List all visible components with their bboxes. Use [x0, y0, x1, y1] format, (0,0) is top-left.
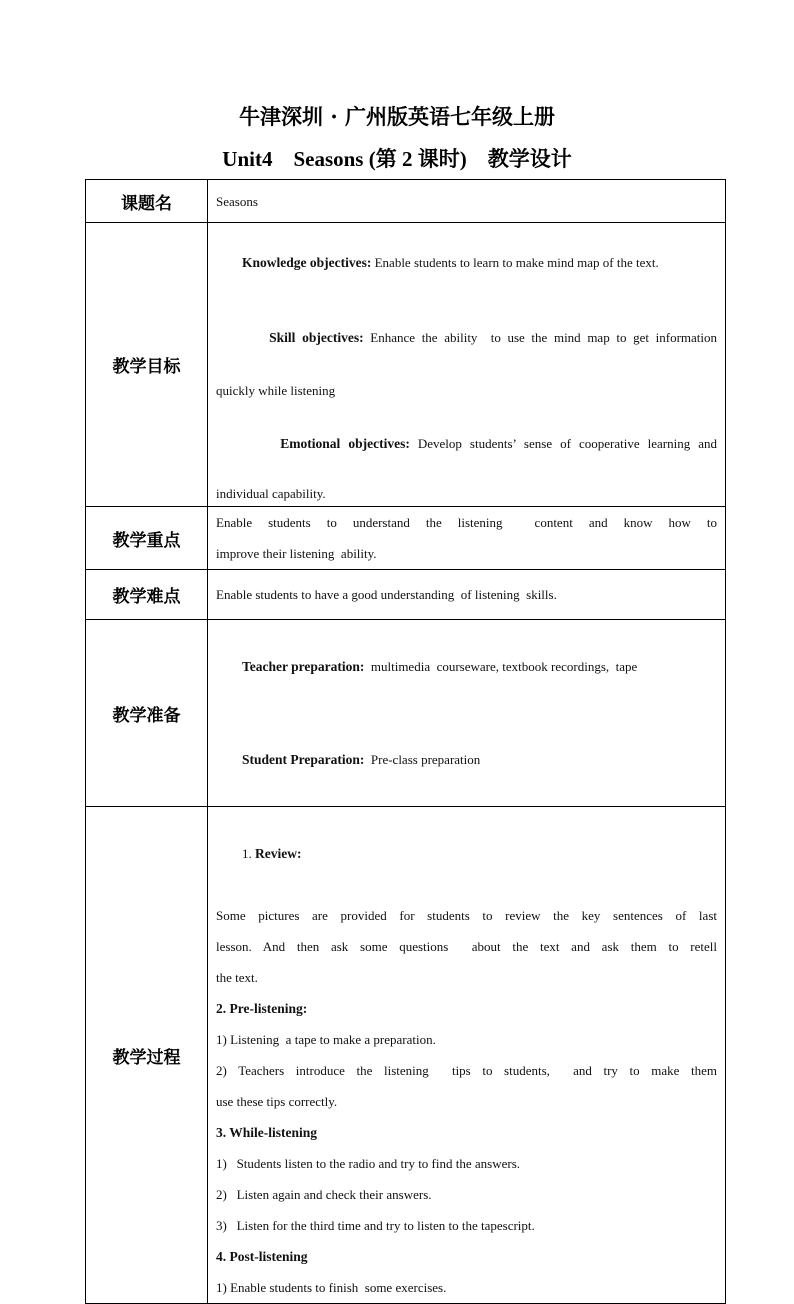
pre-listening-heading: 2. Pre-listening:	[216, 1001, 308, 1016]
emotional-objectives-text: Develop students’ sense of cooperative learning and	[409, 436, 718, 451]
topic-cell	[208, 180, 726, 223]
difficulties-text: Enable students to have a good understanding of listening skills.	[216, 587, 557, 602]
student-preparation-text: Pre-class preparation	[364, 752, 481, 767]
while-listening-item-2: 2) Listen again and check their answers.	[216, 1187, 432, 1202]
pre-listening-item-1: 1) Listening a tape to make a preparation.	[216, 1032, 436, 1047]
table-row-process	[86, 807, 726, 1304]
topic-value: Seasons	[216, 193, 258, 209]
review-line-1: Some pictures are provided for students to review the key sentences of last	[216, 908, 717, 923]
pre-listening-item-2-cont: use these tips correctly.	[216, 1094, 338, 1109]
difficulties-cell	[208, 570, 726, 620]
emotional-objectives-label: Emotional objectives:	[280, 436, 410, 451]
post-listening-item-1: 1) Enable students to finish some exercises.	[216, 1280, 447, 1295]
table-row-difficulties	[86, 570, 726, 620]
table-row-preparation	[86, 620, 726, 807]
table-row-key-points	[86, 507, 726, 570]
preparation-cell	[208, 620, 726, 807]
skill-objectives-label: Skill objectives:	[269, 330, 364, 345]
document-subtitle: Unit4 Seasons (第 2 课时) 教学设计	[222, 147, 572, 171]
review-heading: Review:	[255, 846, 302, 861]
table-row-objectives	[86, 223, 726, 507]
review-line-2: lesson. And then ask some questions about the text and ask them to retell	[216, 939, 717, 954]
student-preparation-label: Student Preparation:	[242, 752, 365, 767]
post-listening-heading: 4. Post-listening	[216, 1249, 308, 1264]
difficulties-label: 教学难点	[86, 570, 208, 620]
skill-objectives-text: Enhance the ability to use the mind map to get information	[363, 330, 718, 345]
emotional-objectives-text-cont: individual capability.	[216, 486, 326, 501]
knowledge-objectives-text: Enable students to learn to make mind map of the text.	[371, 255, 659, 270]
review-line-3: the text.	[216, 970, 258, 985]
preparation-label: 教学准备	[86, 620, 208, 807]
while-listening-item-1: 1) Students listen to the radio and try to find the answers.	[216, 1156, 521, 1171]
table-row-topic	[86, 180, 726, 223]
knowledge-objectives-label: Knowledge objectives:	[242, 255, 372, 270]
pre-listening-item-2: 2) Teachers introduce the listening tips to students, and try to make them	[216, 1063, 717, 1078]
objectives-label: 教学目标	[86, 223, 208, 507]
key-points-line-1: Enable students to understand the listening content and know how to	[216, 515, 717, 530]
key-points-label: 教学重点	[86, 507, 208, 570]
topic-label: 课题名	[86, 180, 208, 223]
while-listening-heading: 3. While-listening	[216, 1125, 318, 1140]
key-points-cell	[208, 507, 726, 570]
lesson-plan-table	[85, 179, 726, 1304]
key-points-line-2: improve their listening ability.	[216, 546, 377, 561]
while-listening-item-3: 3) Listen for the third time and try to listen to the tapescript.	[216, 1218, 535, 1233]
review-number: 1.	[242, 846, 255, 861]
skill-objectives-text-cont: quickly while listening	[216, 383, 336, 398]
document-title: 牛津深圳 · 广州版英语七年级上册	[239, 104, 555, 129]
teacher-preparation-label: Teacher preparation:	[242, 659, 365, 674]
process-cell	[208, 807, 726, 1304]
objectives-cell	[208, 223, 726, 507]
teacher-preparation-text: multimedia courseware, textbook recordings, tape	[364, 659, 638, 674]
process-label: 教学过程	[86, 807, 208, 1304]
